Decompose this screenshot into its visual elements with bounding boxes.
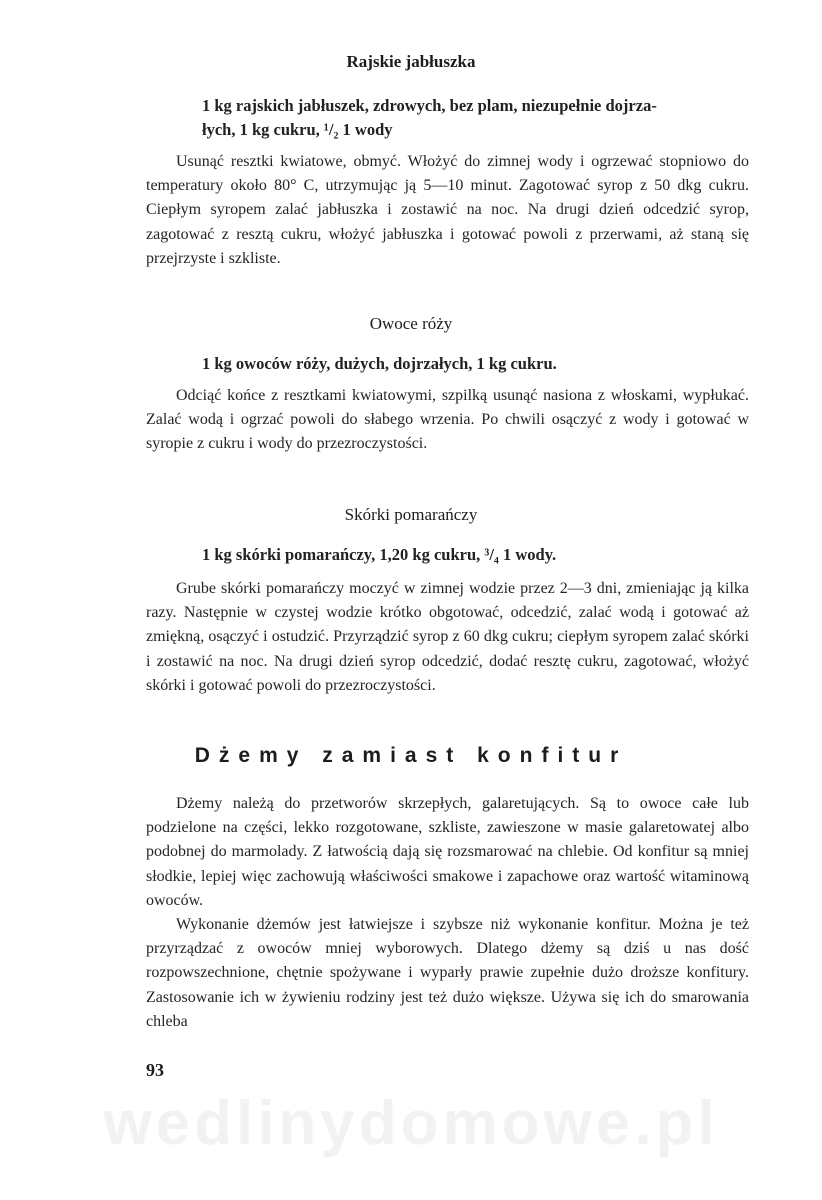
recipe-title-skorki-pomaranczy: Skórki pomarańczy — [344, 505, 478, 524]
ingredients-line: 1 kg rajskich jabłuszek, zdrowych, bez plam, niezupełnie dojrza- — [202, 96, 657, 115]
recipe-title-rajskie-jabluszka: Rajskie jabłuszka — [346, 52, 476, 71]
instructions-text: Grube skórki pomarańczy moczyć w zimnej wodzie przez 2—3 dni, zmieniając ją kilka razy. Następnie w czystej wodzie krótko obgotować, odcedzić, zalać wodą i gotować aż zmiękną, osączyć i ostudzić. Przyrządzić syrop z 60 dkg cukru; ciepłym syropem zalać skórki i zostawić na noc. Na drugi dzień syrop odcedzić, dodać resztę cukru, zagotować, włożyć skórki i gotować powoli do przezroczystości. — [146, 580, 749, 694]
recipe-title-owoce-rozy: Owoce róży — [369, 314, 453, 333]
section-title: Dżemy zamiast konfitur — [194, 744, 628, 767]
ingredients-line: 1 kg skórki pomarańczy, 1,20 kg cukru, ³/₄ 1 wody. — [202, 545, 557, 564]
instructions-text: Odciąć końce z resztkami kwiatowymi, szpilką usunąć nasiona z włoskami, wypłukać. Zalać wodą i ogrzać powoli do słabego wrzenia. Po chwili osączyć z wody i gotować w syropie z cukru i wody do przezroczystości. — [146, 387, 749, 453]
instructions-owoce-rozy — [146, 384, 749, 457]
watermark: wedlinydomowe.pl — [103, 1089, 719, 1158]
ingredients-rajskie-jabluszka — [202, 94, 747, 142]
ingredients-skorki-pomaranczy — [202, 543, 747, 567]
instructions-skorki-pomaranczy — [146, 577, 749, 698]
section-paragraph: Wykonanie dżemów jest łatwiejsze i szybsze niż wykonanie konfitur. Można je też przyrządzać z owoców mniej wyborowych. Dlatego dżemy są dziś u nas dość rozpowszechnione, chętnie spożywane i wyparły prawie zupełnie dużo droższe konfitury. Zastosowanie ich w żywieniu rodziny jest też dużo większe. Używa się ich do smarowania chleba — [146, 916, 749, 1030]
page-number: 93 — [146, 1060, 164, 1080]
ingredients-line: łych, 1 kg cukru, ¹/₂ 1 wody — [202, 120, 393, 139]
section-paragraph: Dżemy należą do przetworów skrzepłych, galaretujących. Są to owoce całe lub podzielone na części, lekko rozgotowane, szkliste, zawieszone w masie galaretowatej albo podobnej do marmolady. Z łatwością dają się rozsmarować na chlebie. Od konfitur są mniej słodkie, lepiej więc zachowują właściwości smakowe i zapachowe oraz wartość witaminową owoców. — [146, 795, 749, 909]
ingredients-owoce-rozy — [202, 352, 747, 376]
ingredients-line: 1 kg owoców róży, dużych, dojrzałych, 1 kg cukru. — [202, 354, 557, 373]
section-body — [146, 792, 749, 1034]
instructions-text: Usunąć resztki kwiatowe, obmyć. Włożyć do zimnej wody i ogrzewać stopniowo do temperatury około 80° C, utrzymując ją 5—10 minut. Zagotować syrop z 50 dkg cukru. Ciepłym syropem zalać jabłuszka i zostawić na noc. Na drugi dzień odcedzić syrop, zagotować z resztą cukru, włożyć jabłuszka i gotować powoli z przerwami, aż staną się przejrzyste i szkliste. — [146, 153, 749, 267]
instructions-rajskie-jabluszka — [146, 150, 749, 271]
